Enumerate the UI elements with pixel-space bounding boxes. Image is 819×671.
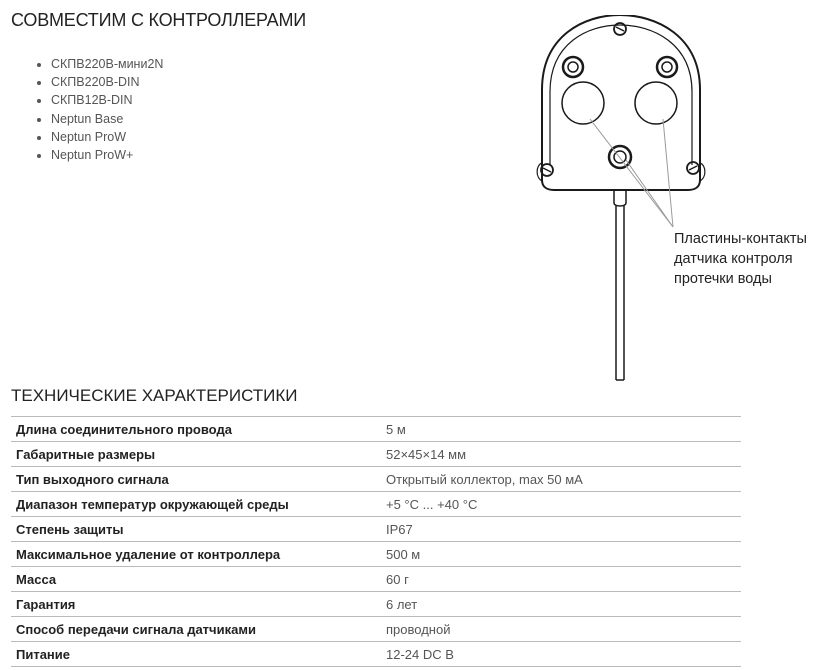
spec-label: Габаритные размеры — [11, 442, 381, 467]
callout-leaders — [590, 119, 673, 227]
bottom-right-screw — [687, 162, 699, 174]
left-contact-plate — [562, 82, 604, 124]
sensor-housing-inner — [550, 25, 692, 165]
specs-table — [11, 416, 741, 667]
spec-value: 52×45×14 мм — [381, 442, 741, 467]
compat-item: • Neptun ProW+ — [51, 146, 163, 164]
compat-item: • Neptun ProW — [51, 128, 163, 146]
spec-label: Степень защиты — [11, 517, 381, 542]
table-row — [11, 617, 741, 642]
spec-label: Диапазон температур окружающей среды — [11, 492, 381, 517]
spec-value: Открытый коллектор, max 50 мА — [381, 467, 741, 492]
spec-label: Масса — [11, 567, 381, 592]
callout-line: Пластины-контакты — [674, 231, 807, 247]
spec-label: Длина соединительного провода — [11, 417, 381, 442]
compat-item: • СКПВ220В-DIN — [51, 73, 163, 91]
table-row — [11, 567, 741, 592]
compat-title: СОВМЕСТИМ С КОНТРОЛЛЕРАМИ — [11, 10, 306, 30]
spec-value: 500 м — [381, 542, 741, 567]
left-corner-screw — [563, 57, 583, 77]
table-row — [11, 442, 741, 467]
sensor-illustration — [530, 15, 819, 385]
table-row — [11, 492, 741, 517]
spec-value: 12-24 DC В — [381, 642, 741, 667]
cable-exit — [614, 190, 626, 206]
spec-value: 6 лет — [381, 592, 741, 617]
spec-value: +5 °С ... +40 °С — [381, 492, 741, 517]
center-contact — [609, 146, 631, 168]
table-row — [11, 467, 741, 492]
right-contact-plate — [635, 82, 677, 124]
spec-label: Тип выходного сигнала — [11, 467, 381, 492]
spec-value: проводной — [381, 617, 741, 642]
callout-line: протечки воды — [674, 271, 772, 287]
table-row — [11, 542, 741, 567]
spec-label: Максимальное удаление от контроллера — [11, 542, 381, 567]
spec-value: IP67 — [381, 517, 741, 542]
callout-line: датчика контроля — [674, 251, 793, 267]
right-corner-screw — [657, 57, 677, 77]
compat-item: • Neptun Base — [51, 110, 163, 128]
spec-label: Способ передачи сигнала датчиками — [11, 617, 381, 642]
table-row — [11, 417, 741, 442]
table-row — [11, 592, 741, 617]
compat-list — [33, 55, 163, 164]
compat-item: • СКПВ220В-мини2N — [51, 55, 163, 73]
table-row — [11, 642, 741, 667]
spec-label: Питание — [11, 642, 381, 667]
spec-label: Гарантия — [11, 592, 381, 617]
spec-value: 60 г — [381, 567, 741, 592]
spec-value: 5 м — [381, 417, 741, 442]
specs-title: ТЕХНИЧЕСКИЕ ХАРАКТЕРИСТИКИ — [11, 386, 298, 405]
table-row — [11, 517, 741, 542]
contact-plates-callout — [674, 229, 807, 289]
compat-item: • СКПВ12В-DIN — [51, 91, 163, 109]
